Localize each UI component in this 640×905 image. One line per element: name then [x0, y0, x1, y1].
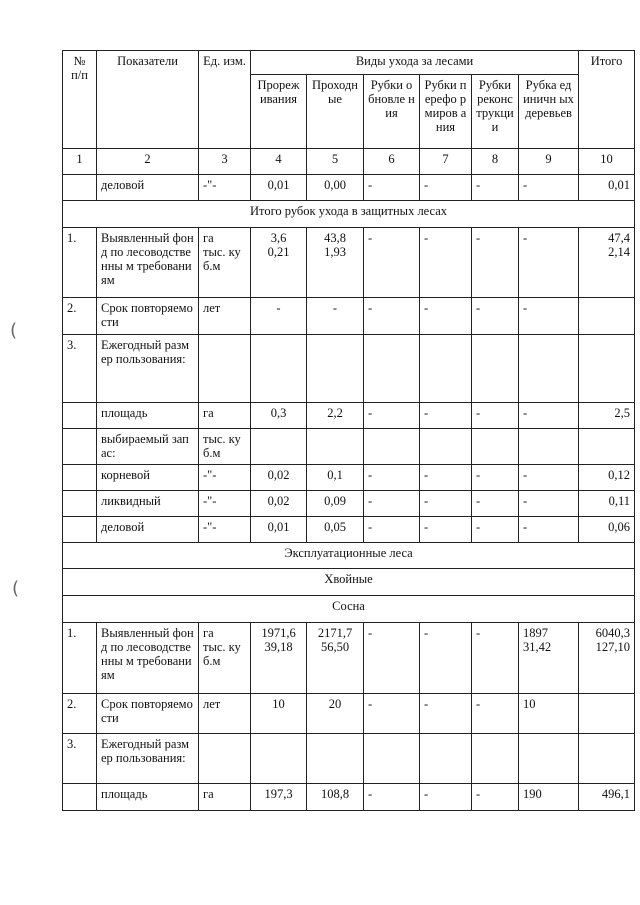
cell-col-9: - — [519, 491, 579, 517]
cell-col-7 — [420, 734, 472, 784]
cell-col-2: Ежегодный размер пользования: — [97, 335, 199, 403]
cell-col-1 — [63, 175, 97, 201]
cell-col-8 — [472, 335, 519, 403]
cell-col-4: 0,01 — [251, 517, 307, 543]
table-row — [63, 694, 635, 734]
cell-col-6: - — [364, 623, 420, 694]
cell-col-2: Выявленный фонд по лесоводственны м требованиям — [97, 228, 199, 298]
cell-col-5: - — [307, 298, 364, 335]
cell-col-3 — [199, 734, 251, 784]
cell-col-7: - — [420, 403, 472, 429]
header-indicators: Показатели — [97, 51, 199, 149]
cell-col-4: 197,3 — [251, 784, 307, 811]
table-row — [63, 298, 635, 335]
cell-col-6: - — [364, 403, 420, 429]
section-row — [63, 201, 635, 228]
header-sub-6: Рубка единичн ых деревьев — [519, 75, 579, 149]
cell-col-5: 0,05 — [307, 517, 364, 543]
cell-col-2: площадь — [97, 784, 199, 811]
cell-col-9: 10 — [519, 694, 579, 734]
cell-col-6 — [364, 429, 420, 465]
cell-col-2: корневой — [97, 465, 199, 491]
cell-col-10: 0,12 — [579, 465, 635, 491]
cell-col-10: 0,01 — [579, 175, 635, 201]
cell-col-4 — [251, 335, 307, 403]
cell-col-4: 1971,6 39,18 — [251, 623, 307, 694]
cell-col-9: 190 — [519, 784, 579, 811]
cell-col-7: - — [420, 784, 472, 811]
cell-col-7: - — [420, 298, 472, 335]
cell-col-9: - — [519, 298, 579, 335]
cell-col-1: 1. — [63, 228, 97, 298]
colnum-7: 7 — [420, 149, 472, 175]
cell-col-6: - — [364, 298, 420, 335]
cell-col-1 — [63, 784, 97, 811]
cell-col-1 — [63, 491, 97, 517]
margin-mark-2: ( — [12, 578, 20, 599]
colnum-4: 4 — [251, 149, 307, 175]
cell-col-5: 108,8 — [307, 784, 364, 811]
cell-col-3: -"- — [199, 465, 251, 491]
cell-col-6: - — [364, 228, 420, 298]
section-row — [63, 569, 635, 596]
header-sub-5: Рубки реконс трукци и — [472, 75, 519, 149]
cell-col-4: 0,01 — [251, 175, 307, 201]
colnum-5: 5 — [307, 149, 364, 175]
section-title: Итого рубок ухода в защитных лесах — [63, 201, 635, 228]
cell-col-4 — [251, 429, 307, 465]
cell-col-6: - — [364, 694, 420, 734]
table-row — [63, 784, 635, 811]
cell-col-3: -"- — [199, 517, 251, 543]
cell-col-7: - — [420, 491, 472, 517]
table-row — [63, 623, 635, 694]
table-row — [63, 465, 635, 491]
cell-col-10: 496,1 — [579, 784, 635, 811]
cell-col-3 — [199, 335, 251, 403]
cell-col-7: - — [420, 517, 472, 543]
cell-col-2: деловой — [97, 175, 199, 201]
table-row — [63, 491, 635, 517]
cell-col-3: тыс. куб.м — [199, 429, 251, 465]
cell-col-9: - — [519, 403, 579, 429]
cell-col-5 — [307, 335, 364, 403]
cell-col-9 — [519, 335, 579, 403]
section-title: Хвойные — [63, 569, 635, 596]
cell-col-8: - — [472, 403, 519, 429]
cell-col-6: - — [364, 517, 420, 543]
cell-col-9: - — [519, 465, 579, 491]
cell-col-8 — [472, 429, 519, 465]
cell-col-8 — [472, 734, 519, 784]
table-row — [63, 175, 635, 201]
cell-col-3: лет — [199, 694, 251, 734]
cell-col-9: - — [519, 517, 579, 543]
cell-col-7: - — [420, 228, 472, 298]
header-sub-2: Проходн ые — [307, 75, 364, 149]
cell-col-3: лет — [199, 298, 251, 335]
colnum-3: 3 — [199, 149, 251, 175]
cell-col-1 — [63, 429, 97, 465]
cell-col-5: 0,09 — [307, 491, 364, 517]
cell-col-7 — [420, 429, 472, 465]
cell-col-10: 0,11 — [579, 491, 635, 517]
cell-col-6 — [364, 734, 420, 784]
cell-col-6 — [364, 335, 420, 403]
cell-col-10 — [579, 335, 635, 403]
cell-col-7: - — [420, 694, 472, 734]
header-sub-1: Прореж ивания — [251, 75, 307, 149]
cell-col-3: га тыс. куб.м — [199, 623, 251, 694]
cell-col-4: 10 — [251, 694, 307, 734]
cell-col-8: - — [472, 298, 519, 335]
cell-col-2: выбираемый запас: — [97, 429, 199, 465]
colnum-9: 9 — [519, 149, 579, 175]
cell-col-10: 47,4 2,14 — [579, 228, 635, 298]
cell-col-2: деловой — [97, 517, 199, 543]
forest-care-table — [62, 50, 635, 811]
colnum-10: 10 — [579, 149, 635, 175]
cell-col-9 — [519, 429, 579, 465]
cell-col-8: - — [472, 465, 519, 491]
cell-col-2: Срок повторяемости — [97, 694, 199, 734]
cell-col-9: 1897 31,42 — [519, 623, 579, 694]
section-title: Эксплуатационные леса — [63, 543, 635, 569]
cell-col-10 — [579, 429, 635, 465]
header-num: № п/п — [63, 51, 97, 149]
cell-col-1: 1. — [63, 623, 97, 694]
cell-col-1: 2. — [63, 694, 97, 734]
colnum-8: 8 — [472, 149, 519, 175]
colnum-2: 2 — [97, 149, 199, 175]
cell-col-10 — [579, 298, 635, 335]
margin-mark-1: ( — [10, 320, 18, 341]
cell-col-4: 0,02 — [251, 465, 307, 491]
cell-col-5: 2171,7 56,50 — [307, 623, 364, 694]
cell-col-4: - — [251, 298, 307, 335]
cell-col-5: 0,00 — [307, 175, 364, 201]
cell-col-2: ликвидный — [97, 491, 199, 517]
cell-col-8: - — [472, 491, 519, 517]
table-row — [63, 403, 635, 429]
header-unit: Ед. изм. — [199, 51, 251, 149]
cell-col-2: площадь — [97, 403, 199, 429]
cell-col-2: Выявленный фонд по лесоводственны м требованиям — [97, 623, 199, 694]
cell-col-1 — [63, 465, 97, 491]
cell-col-10 — [579, 694, 635, 734]
cell-col-1: 2. — [63, 298, 97, 335]
cell-col-1 — [63, 517, 97, 543]
section-row — [63, 596, 635, 623]
cell-col-10 — [579, 734, 635, 784]
cell-col-5: 2,2 — [307, 403, 364, 429]
cell-col-6: - — [364, 465, 420, 491]
cell-col-3: -"- — [199, 175, 251, 201]
cell-col-4 — [251, 734, 307, 784]
cell-col-8: - — [472, 175, 519, 201]
cell-col-9: - — [519, 175, 579, 201]
cell-col-5: 20 — [307, 694, 364, 734]
cell-col-7: - — [420, 175, 472, 201]
cell-col-1: 3. — [63, 734, 97, 784]
header-total: Итого — [579, 51, 635, 149]
cell-col-8: - — [472, 517, 519, 543]
cell-col-8: - — [472, 623, 519, 694]
cell-col-2: Срок повторяемости — [97, 298, 199, 335]
cell-col-7: - — [420, 465, 472, 491]
colnum-1: 1 — [63, 149, 97, 175]
section-row — [63, 543, 635, 569]
cell-col-5 — [307, 429, 364, 465]
cell-col-5: 0,1 — [307, 465, 364, 491]
cell-col-4: 3,6 0,21 — [251, 228, 307, 298]
cell-col-3: га — [199, 784, 251, 811]
table-row — [63, 517, 635, 543]
cell-col-3: га тыс. куб.м — [199, 228, 251, 298]
cell-col-7 — [420, 335, 472, 403]
header-sub-4: Рубки перефо рмиров ания — [420, 75, 472, 149]
cell-col-5 — [307, 734, 364, 784]
cell-col-5: 43,8 1,93 — [307, 228, 364, 298]
colnum-6: 6 — [364, 149, 420, 175]
cell-col-8: - — [472, 784, 519, 811]
cell-col-4: 0,3 — [251, 403, 307, 429]
cell-col-10: 2,5 — [579, 403, 635, 429]
table-row — [63, 429, 635, 465]
table-row — [63, 335, 635, 403]
cell-col-2: Ежегодный размер пользования: — [97, 734, 199, 784]
cell-col-6: - — [364, 175, 420, 201]
cell-col-9: - — [519, 228, 579, 298]
table-row — [63, 228, 635, 298]
cell-col-1 — [63, 403, 97, 429]
cell-col-1: 3. — [63, 335, 97, 403]
section-title: Сосна — [63, 596, 635, 623]
cell-col-3: га — [199, 403, 251, 429]
cell-col-8: - — [472, 228, 519, 298]
header-care-types: Виды ухода за лесами — [251, 51, 579, 75]
cell-col-8: - — [472, 694, 519, 734]
cell-col-10: 6040,3 127,10 — [579, 623, 635, 694]
cell-col-10: 0,06 — [579, 517, 635, 543]
cell-col-6: - — [364, 491, 420, 517]
cell-col-3: -"- — [199, 491, 251, 517]
table-row — [63, 734, 635, 784]
cell-col-6: - — [364, 784, 420, 811]
cell-col-7: - — [420, 623, 472, 694]
cell-col-9 — [519, 734, 579, 784]
cell-col-4: 0,02 — [251, 491, 307, 517]
header-sub-3: Рубки обновле ния — [364, 75, 420, 149]
